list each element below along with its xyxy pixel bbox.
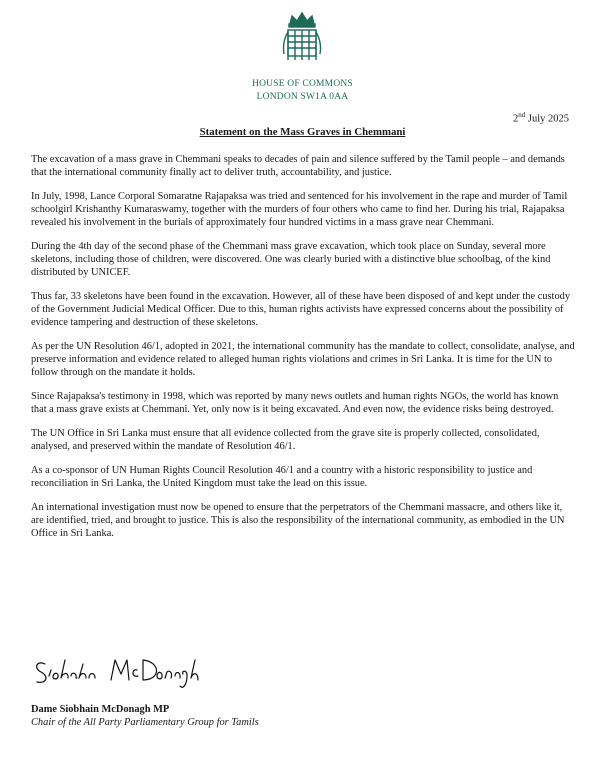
paragraph: Thus far, 33 skeletons have been found in the excavation. However, all of these have been disposed of and kept under the custody of the Government Judicial Medical Officer. Due to this, human rights activists have expressed concerns about the possibility of evidence tampering and destruction of these skeletons.: [31, 291, 571, 328]
statement-title: Statement on the Mass Graves in Chemmani: [199, 126, 406, 138]
letterhead-address: LONDON SW1A 0AA: [256, 92, 349, 102]
paragraph: In July, 1998, Lance Corporal Somaratne Rajapaksa was tried and sentenced for his involvement in the rape and murder of Tamil schoolgirl Krishanthy Kumaraswamy, together with the murders of four others who came to find her. During his trial, Rajapaksa revealed his involvement in the burials of approximately four hundred victims in a mass grave near Chemmani.: [31, 191, 568, 228]
letterhead: [0, 78, 605, 104]
paragraph: The excavation of a mass grave in Chemmani speaks to decades of pain and silence suffered by the Tamil people – and demands that the international community finally act to deliver truth, accountability, and justice.: [31, 154, 565, 178]
paragraph: As a co-sponsor of UN Human Rights Council Resolution 46/1 and a country with a historic responsibility to justice and reconciliation in Sri Lanka, the United Kingdom must take the lead on this issue.: [31, 465, 533, 489]
paragraph: During the 4th day of the second phase of the Chemmani mass grave excavation, which took place on Sunday, several more skeletons, including those of children, were discovered. One was clearly buried with a distinctive blue schoolbag, of the kind distributed by UNICEF.: [31, 241, 551, 278]
signer-role: Chair of the All Party Parliamentary Group for Tamils: [31, 717, 259, 728]
portcullis-crest-icon: [278, 10, 326, 68]
date-month-year: July 2025: [525, 113, 569, 125]
paragraph: Since Rajapaksa's testimony in 1998, which was reported by many news outlets and human rights NGOs, the world has known that a mass grave exists at Chemmani. Yet, only now is it being excavated. And even now, the evidence risks being destroyed.: [31, 391, 559, 415]
paragraph: The UN Office in Sri Lanka must ensure that all evidence collected from the grave site is properly collected, consolidated, analysed, and preserved within the mandate of Resolution 46/1.: [31, 428, 540, 452]
statement-body: [31, 153, 576, 551]
date-day: 2: [512, 113, 519, 125]
letter-date: [513, 111, 569, 125]
letterhead-institution: HOUSE OF COMMONS: [252, 79, 353, 89]
paragraph: An international investigation must now be opened to ensure that the perpetrators of the Chemmani massacre, and others like it, are identified, tried, and brought to justice. This is also the responsibility of the international community, as embodied in the UN Office in Sri Lanka.: [31, 502, 565, 539]
paragraph: As per the UN Resolution 46/1, adopted in 2021, the international community has the mandate to collect, consolidate, analyse, and preserve information and evidence related to alleged human rights violations and crimes in Sri Lanka. It is time for the UN to follow through on the mandate it holds.: [31, 341, 575, 378]
date-suffix: nd: [518, 111, 526, 119]
handwritten-signature: [31, 650, 211, 700]
signer-name: Dame Siobhain McDonagh MP: [31, 704, 170, 715]
